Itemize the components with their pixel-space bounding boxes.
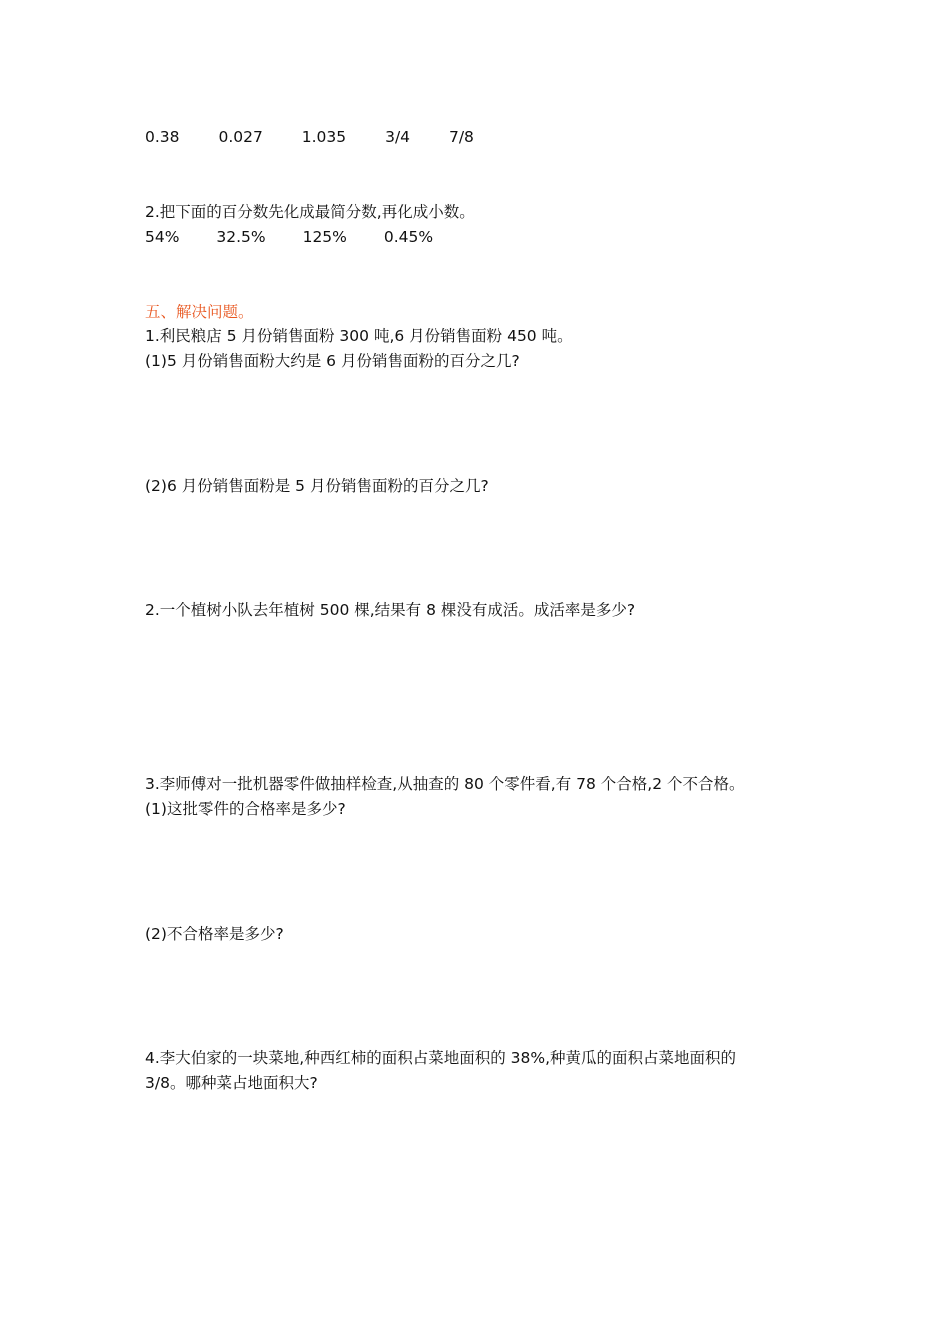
percent-value: 32.5%: [216, 228, 266, 246]
decimals-row: [145, 127, 506, 147]
problem-1-sub-2: (2)6 月份销售面粉是 5 月份销售面粉的百分之几?: [145, 477, 489, 495]
percent-value: 54%: [145, 228, 180, 246]
problem-4-line-2: 3/8。哪种菜占地面积大?: [145, 1074, 318, 1092]
percent-row: [145, 227, 465, 247]
problem-2-text: 2.一个植树小队去年植树 500 棵,结果有 8 棵没有成活。成活率是多少?: [145, 601, 636, 619]
problem-1-text: 1.利民粮店 5 月份销售面粉 300 吨,6 月份销售面粉 450 吨。: [145, 327, 573, 345]
decimal-value: 1.035: [301, 128, 347, 146]
problem-4-line-1: 4.李大伯家的一块菜地,种西红柿的面积占菜地面积的 38%,种黄瓜的面积占菜地面积的: [145, 1049, 737, 1067]
problem-3-sub-2: (2)不合格率是多少?: [145, 925, 284, 943]
problem-3-text: 3.李师傅对一批机器零件做抽样检查,从抽查的 80 个零件看,有 78 个合格,2 个不合格。: [145, 775, 745, 793]
problem-1-sub-1: (1)5 月份销售面粉大约是 6 月份销售面粉的百分之几?: [145, 352, 520, 370]
fraction-value: 7/8: [448, 128, 474, 146]
fraction-value: 3/4: [385, 128, 411, 146]
decimal-value: 0.38: [145, 128, 180, 146]
decimal-value: 0.027: [218, 128, 263, 146]
section-5-title: 五、解决问题。: [145, 303, 254, 321]
question-2-title: 2.把下面的百分数先化成最简分数,再化成小数。: [145, 203, 475, 221]
percent-value: 125%: [302, 228, 347, 246]
problem-3-sub-1: (1)这批零件的合格率是多少?: [145, 800, 346, 818]
percent-value: 0.45%: [383, 228, 434, 246]
